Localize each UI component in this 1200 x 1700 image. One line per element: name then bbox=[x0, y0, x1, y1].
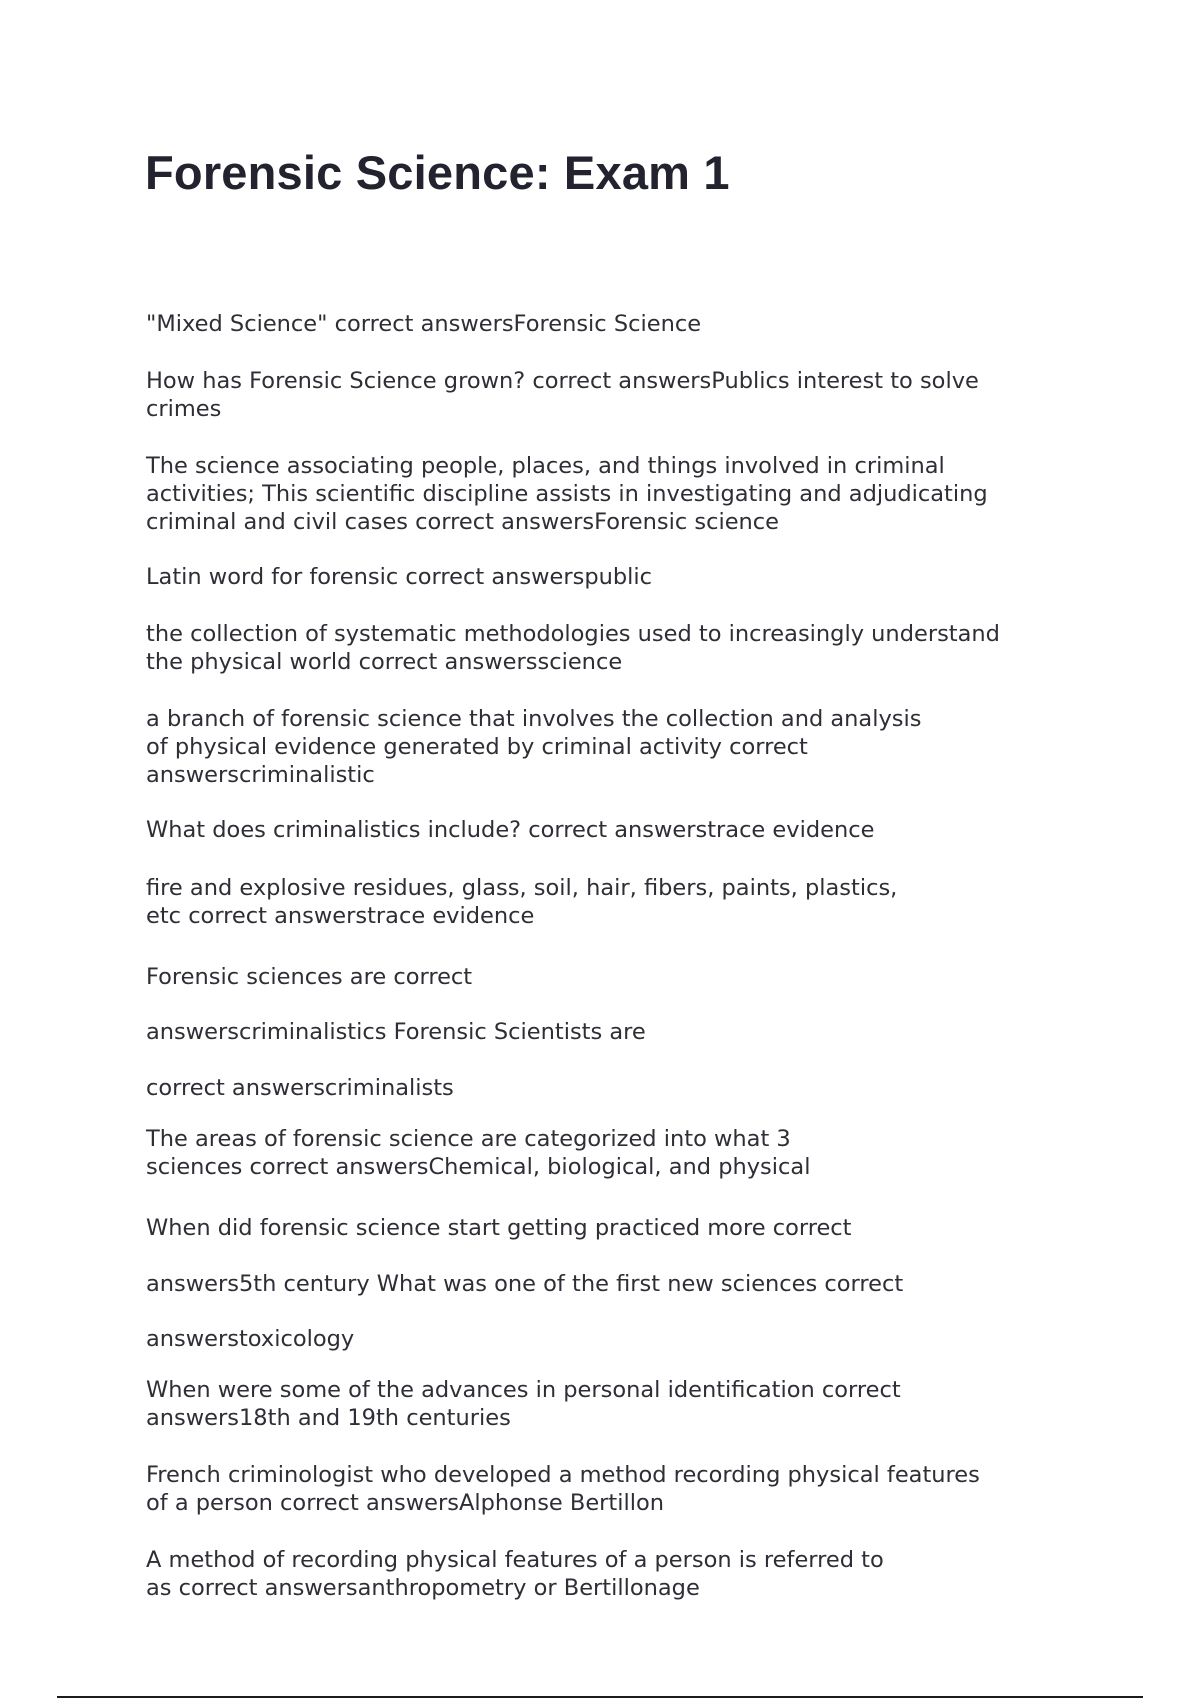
entry-text: correct answerscriminalists bbox=[146, 1075, 454, 1101]
page-title: Forensic Science: Exam 1 bbox=[145, 146, 730, 199]
entry-text: French criminologist who developed a method recording physical features of a person correct answersAlphonse Bertillon bbox=[146, 1462, 980, 1516]
entry-text: a branch of forensic science that involves the collection and analysis of physical evidence generated by criminal activity correct answerscriminalistic bbox=[146, 706, 922, 788]
entry-text: When were some of the advances in personal identification correct answers18th and 19th centuries bbox=[146, 1377, 901, 1431]
footer-divider bbox=[57, 1696, 1143, 1698]
entry-text: The science associating people, places, and things involved in criminal activities; This scientific discipline assists in investigating and adjudicating criminal and civil cases correct answersForensic science bbox=[146, 453, 988, 535]
entry-text: "Mixed Science" correct answersForensic Science bbox=[146, 311, 702, 337]
entry-text: fire and explosive residues, glass, soil, hair, fibers, paints, plastics, etc correct answerstrace evidence bbox=[146, 875, 898, 929]
entry-text: Latin word for forensic correct answerspublic bbox=[146, 564, 653, 590]
entry-text: answerstoxicology bbox=[146, 1326, 355, 1352]
entry-text: How has Forensic Science grown? correct answersPublics interest to solve crimes bbox=[146, 368, 979, 422]
entry-text: What does criminalistics include? correct answerstrace evidence bbox=[146, 817, 875, 843]
entry-text: The areas of forensic science are categorized into what 3 sciences correct answersChemical, biological, and physical bbox=[146, 1126, 811, 1180]
entry-text: When did forensic science start getting practiced more correct bbox=[146, 1215, 852, 1241]
entry-text: the collection of systematic methodologies used to increasingly understand the physical world correct answersscience bbox=[146, 621, 1000, 675]
entry-text: answers5th century What was one of the first new sciences correct bbox=[146, 1271, 904, 1297]
entry-text: A method of recording physical features of a person is referred to as correct answersanthropometry or Bertillonage bbox=[146, 1547, 884, 1601]
entry-text: Forensic sciences are correct bbox=[146, 964, 473, 990]
entry-text: answerscriminalistics Forensic Scientists are bbox=[146, 1019, 646, 1045]
